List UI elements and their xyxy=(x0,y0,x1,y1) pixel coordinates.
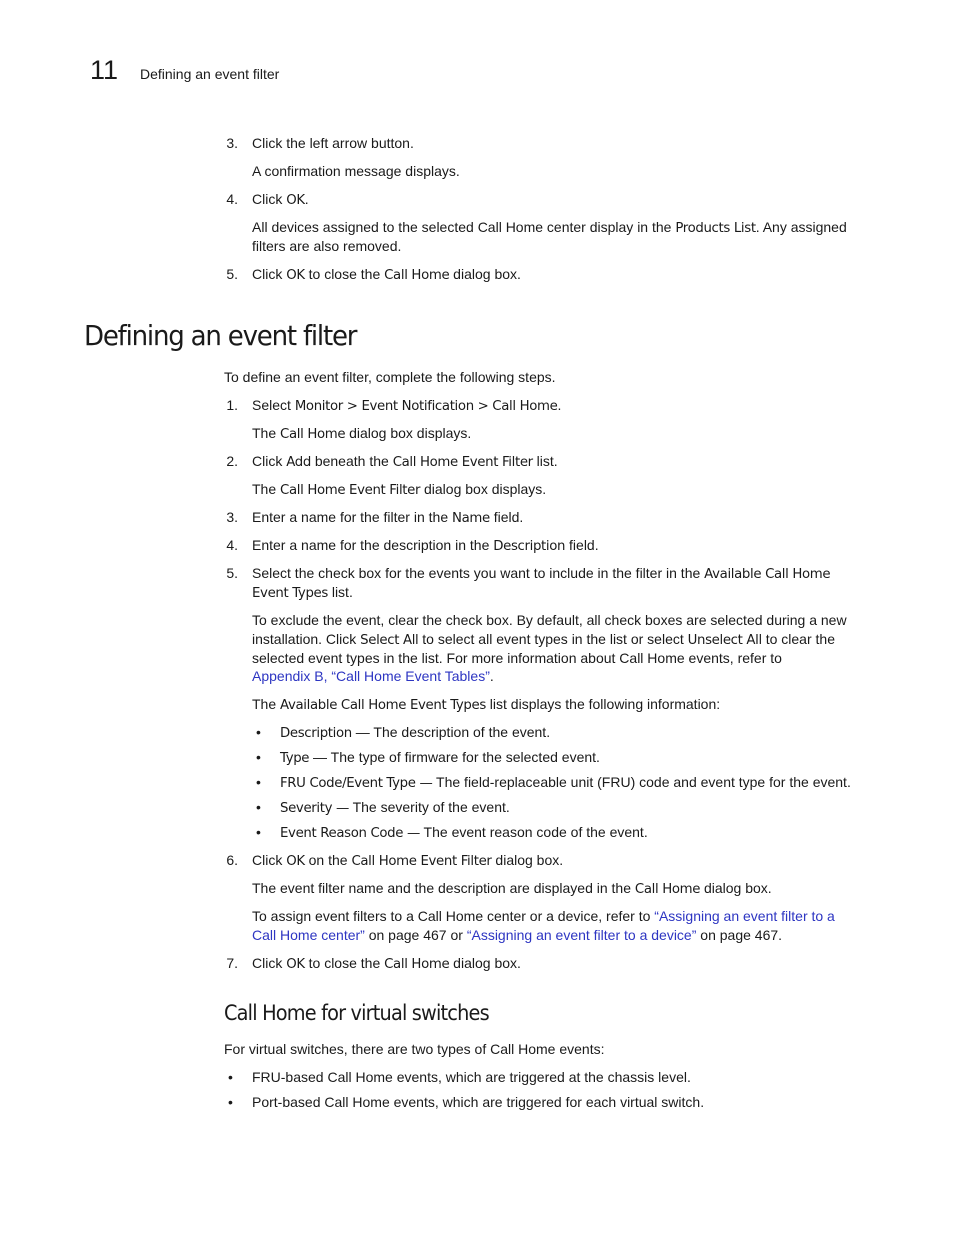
paragraph: installation. Click Select All to select all event types in the list or select Unselect All to clear the xyxy=(252,631,835,648)
ui-term: Products List xyxy=(675,221,756,236)
paragraph: Appendix B, “Call Home Event Tables”. xyxy=(252,668,494,684)
step-text: Click Add beneath the Call Home Event Filter list. xyxy=(252,453,558,470)
ui-term: OK xyxy=(286,193,305,208)
appendix-link[interactable]: Appendix B, “Call Home Event Tables” xyxy=(252,668,490,684)
step-text: Click OK to close the Call Home dialog box. xyxy=(252,266,521,283)
paragraph: Call Home center” on page 467 or “Assigning an event filter to a device” on page 467. xyxy=(252,927,783,943)
bullet-icon: • xyxy=(256,799,261,815)
cross-reference-link[interactable]: “Assigning an event filter to a xyxy=(654,908,835,924)
step-result: filters are also removed. xyxy=(252,238,402,254)
cross-reference-link[interactable]: Call Home center” xyxy=(252,927,365,943)
step-result: A confirmation message displays. xyxy=(252,163,460,179)
step-result: The event filter name and the description are displayed in the Call Home dialog box. xyxy=(252,880,772,897)
step-text: Click OK on the Call Home Event Filter dialog box. xyxy=(252,852,564,869)
step-number: 6. xyxy=(226,852,238,868)
bullet-icon: • xyxy=(256,774,261,790)
paragraph: The Available Call Home Event Types list displays the following information: xyxy=(252,696,721,713)
step-number: 2. xyxy=(226,453,238,469)
section-intro: To define an event filter, complete the following steps. xyxy=(224,369,556,385)
list-item: Port-based Call Home events, which are triggered for each virtual switch. xyxy=(252,1094,705,1110)
subsection-heading: Call Home for virtual switches xyxy=(224,1001,489,1025)
paragraph: To exclude the event, clear the check box. By default, all check boxes are selected during a new xyxy=(252,612,847,628)
cross-reference-link[interactable]: “Assigning an event filter to a device” xyxy=(466,927,697,943)
bullet-icon: • xyxy=(256,824,261,840)
list-item: Event Reason Code — The event reason code of the event. xyxy=(280,824,648,841)
paragraph: selected event types in the list. For more information about Call Home events, refer to xyxy=(252,650,782,666)
step-text: Click OK to close the Call Home dialog box. xyxy=(252,955,521,972)
step-text: Click the left arrow button. xyxy=(252,135,414,151)
step-number: 4. xyxy=(226,537,238,553)
list-item: FRU Code/Event Type — The field-replaceable unit (FRU) code and event type for the event. xyxy=(280,774,851,791)
running-header-title: Defining an event filter xyxy=(140,66,280,82)
step-result: All devices assigned to the selected Call Home center display in the Products List. Any assigned xyxy=(252,219,847,236)
list-item: Type — The type of firmware for the selected event. xyxy=(280,749,600,766)
list-item: Description — The description of the event. xyxy=(280,724,551,741)
step-text: Enter a name for the filter in the Name field. xyxy=(252,509,524,526)
bullet-icon: • xyxy=(228,1069,233,1085)
bullet-icon: • xyxy=(228,1094,233,1110)
step-number: 5. xyxy=(226,266,238,282)
step-text: Click OK. xyxy=(252,191,309,208)
menu-path: Monitor > Event Notification > Call Home xyxy=(294,399,558,414)
chapter-number: 11 xyxy=(90,55,119,85)
step-number: 5. xyxy=(226,565,238,581)
step-result: The Call Home dialog box displays. xyxy=(252,425,472,442)
step-result: The Call Home Event Filter dialog box displays. xyxy=(252,481,547,498)
step-number: 3. xyxy=(226,135,238,151)
paragraph: To assign event filters to a Call Home center or a device, refer to “Assigning an event filter to a xyxy=(252,908,835,924)
step-text: Select Monitor > Event Notification > Call Home. xyxy=(252,397,562,414)
list-item: Severity — The severity of the event. xyxy=(280,799,510,816)
bullet-icon: • xyxy=(256,749,261,765)
step-number: 4. xyxy=(226,191,238,207)
step-number: 1. xyxy=(226,397,238,413)
section-heading: Defining an event filter xyxy=(84,319,357,352)
step-number: 3. xyxy=(226,509,238,525)
step-text: Select the check box for the events you want to include in the filter in the Available Call Home xyxy=(252,565,831,582)
step-text: Event Types list. xyxy=(252,584,353,601)
step-text: Enter a name for the description in the Description field. xyxy=(252,537,599,554)
list-item: FRU-based Call Home events, which are triggered at the chassis level. xyxy=(252,1069,691,1085)
bullet-icon: • xyxy=(256,724,261,740)
subsection-intro: For virtual switches, there are two types of Call Home events: xyxy=(224,1041,605,1057)
step-number: 7. xyxy=(226,955,238,971)
